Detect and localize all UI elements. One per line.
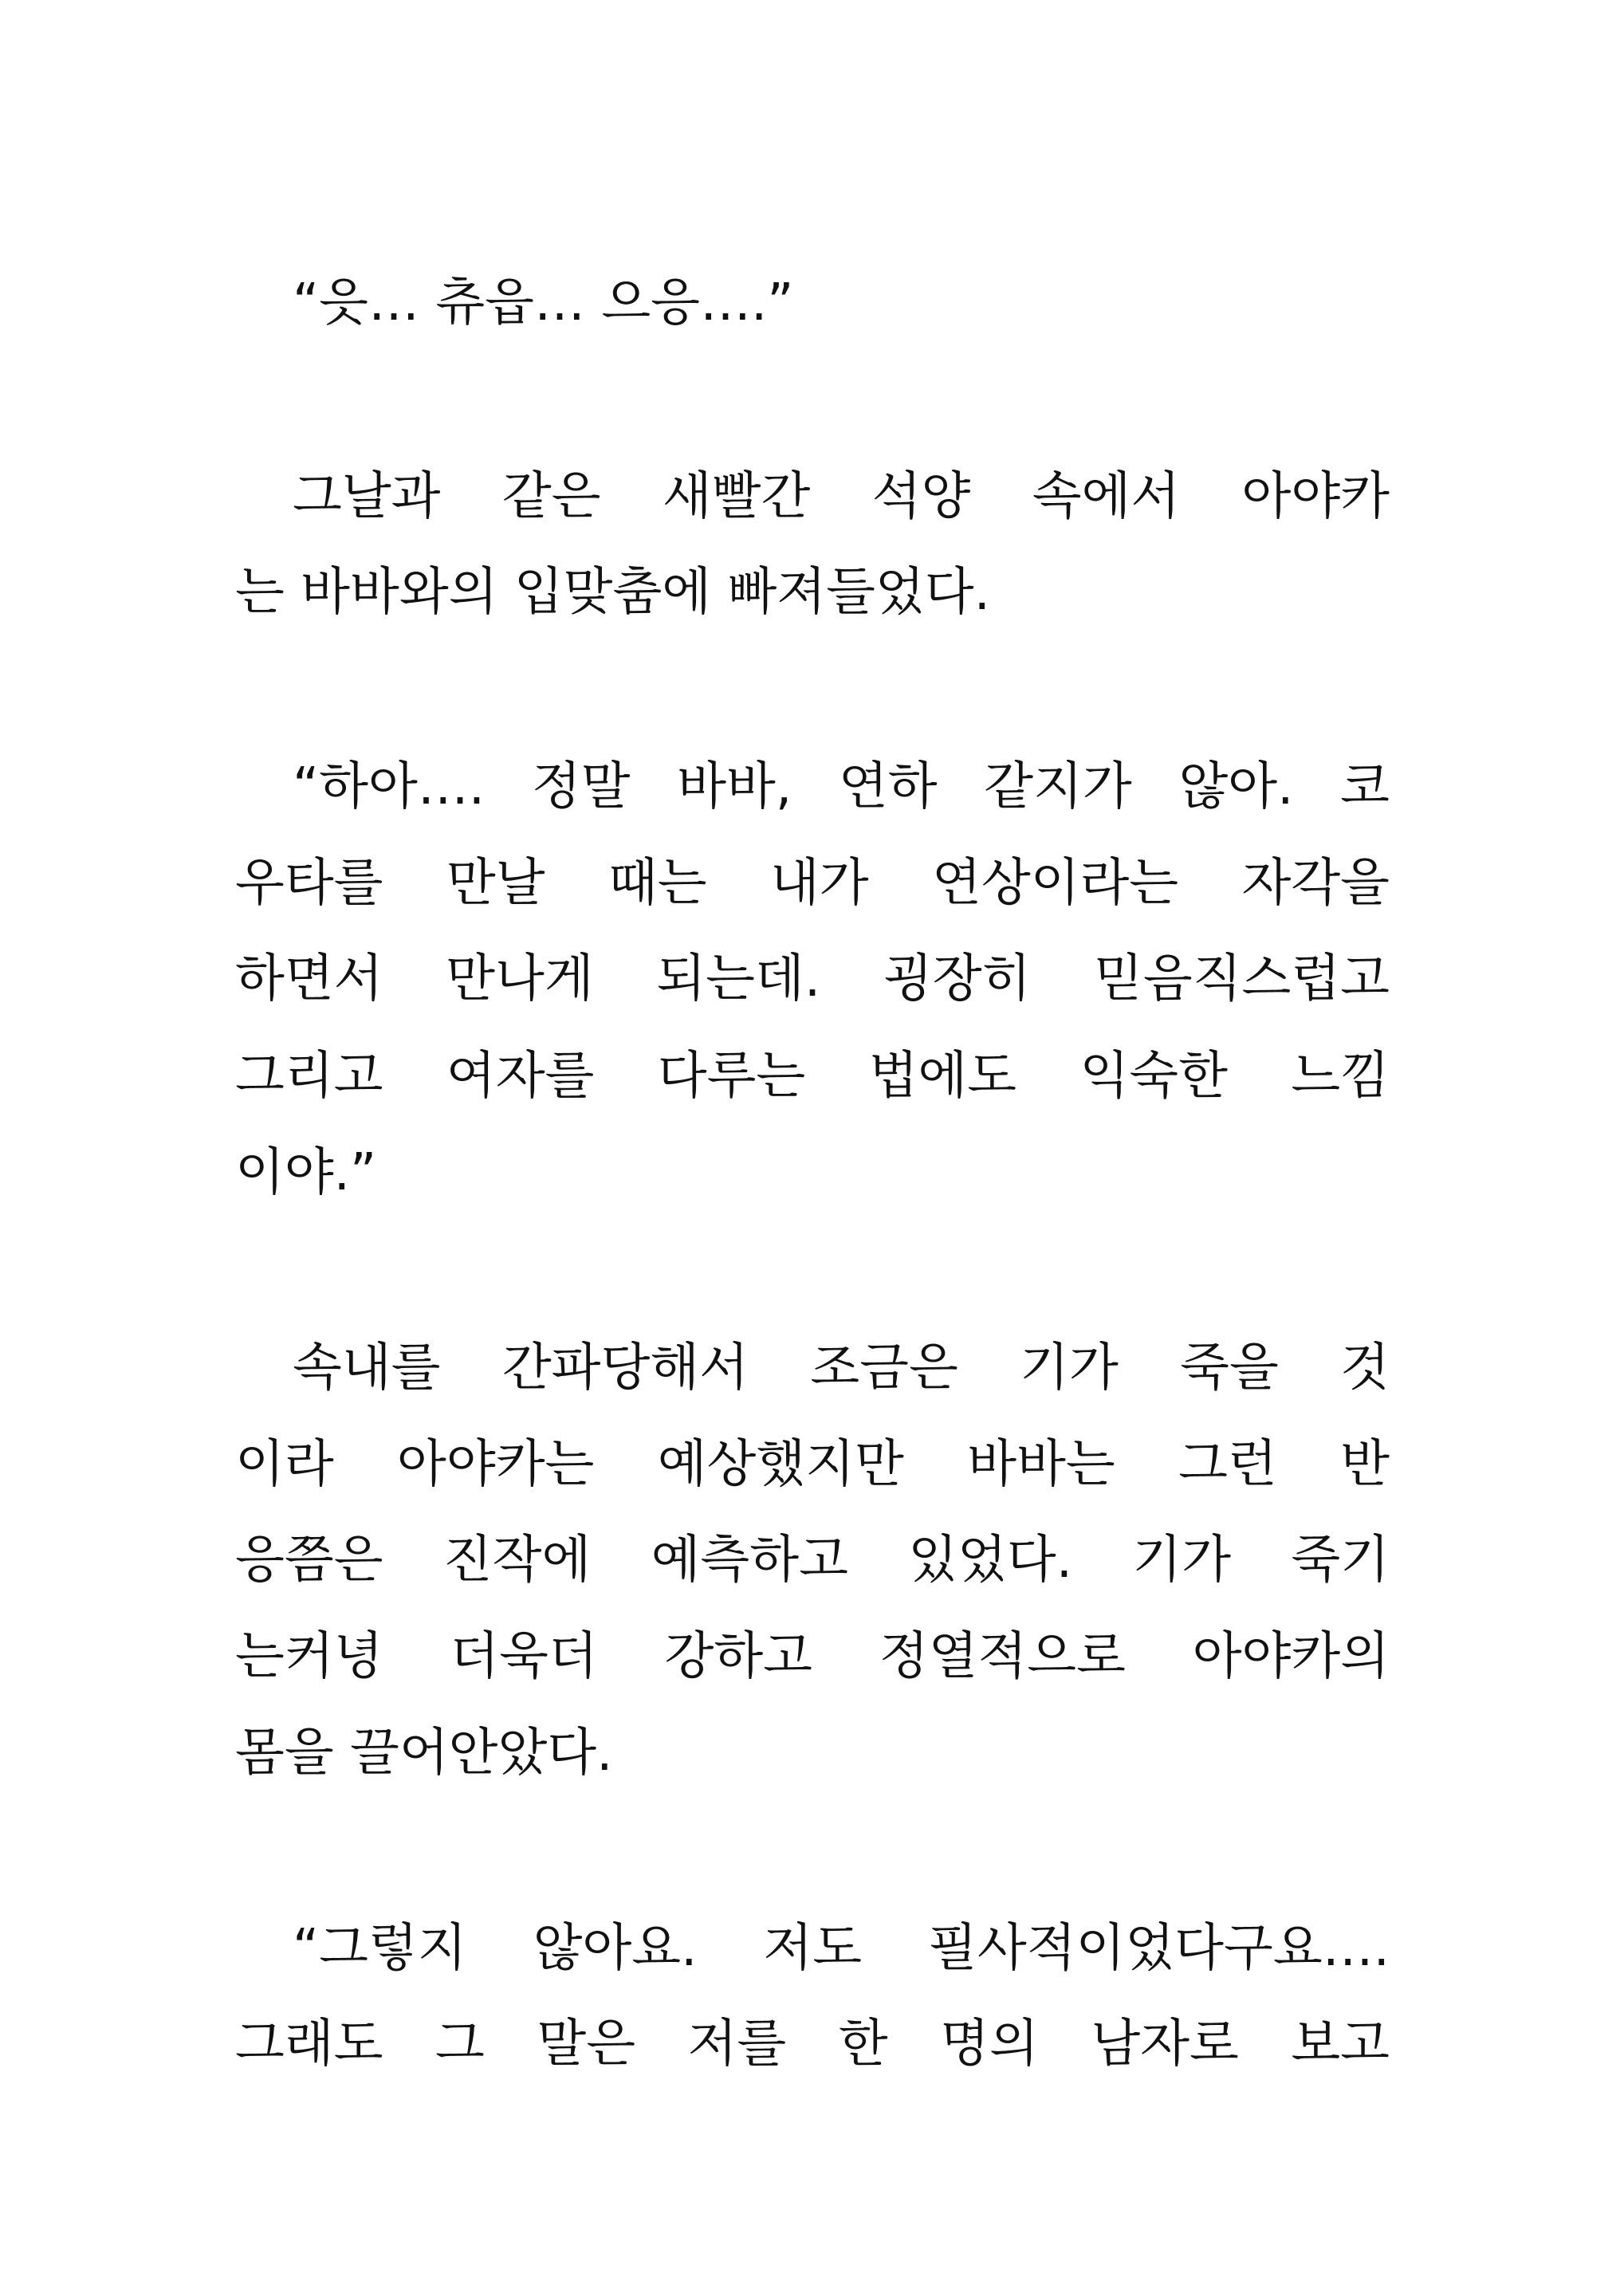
text-line: 하면서 만나게 되는데. 굉장히 믿음직스럽고 bbox=[235, 949, 1390, 1008]
text-line: “읏… 츄읍… 으응….” bbox=[293, 273, 794, 332]
text-line: 속내를 간파당해서 조금은 기가 죽을 것 bbox=[293, 1339, 1390, 1398]
text-line: 그날과 같은 새빨간 석양 속에서 아야카 bbox=[293, 467, 1390, 526]
text-line: 몸을 끌어안았다. bbox=[235, 1724, 613, 1783]
text-line: 이라 아야카는 예상했지만 바바는 그런 반 bbox=[235, 1435, 1390, 1494]
text-line: 응쯤은 진작에 예측하고 있었다. 기가 죽기 bbox=[235, 1531, 1390, 1590]
text-line: 는커녕 더욱더 강하고 정열적으로 아야카의 bbox=[235, 1627, 1390, 1686]
text-line: 는 바바와의 입맞춤에 빠져들었다. bbox=[235, 563, 990, 622]
text-line: “하아…. 정말 바바, 연하 같지가 않아. 코 bbox=[293, 757, 1390, 816]
text-line: 우타를 만날 때는 내가 연상이라는 자각을 bbox=[235, 854, 1390, 913]
text-line: “그렇지 않아요. 저도 필사적이었다구요…. bbox=[293, 1919, 1390, 1978]
text-line: 그래도 그 말은 저를 한 명의 남자로 보고 bbox=[235, 2015, 1390, 2074]
text-line: 이야.” bbox=[235, 1143, 377, 1202]
text-line: 그리고 여자를 다루는 법에도 익숙한 느낌 bbox=[235, 1047, 1390, 1106]
